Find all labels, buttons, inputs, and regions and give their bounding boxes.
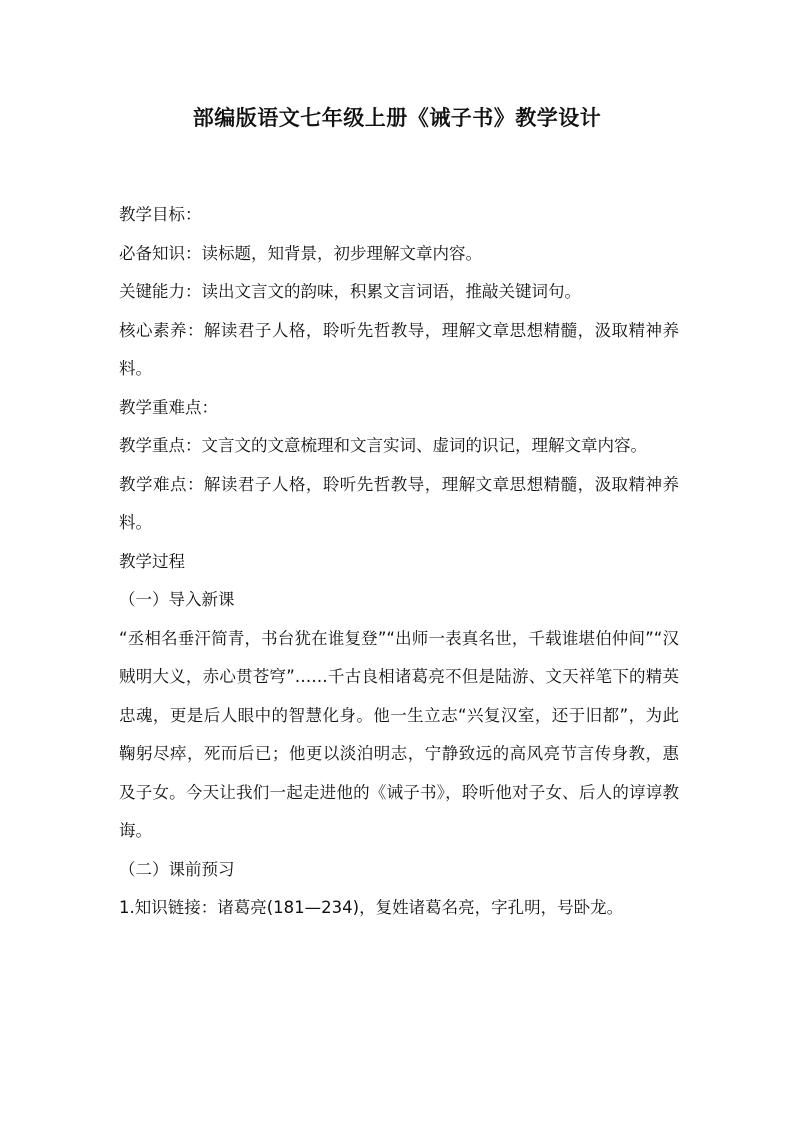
paragraph-teaching-focus: 教学重点：文言文的文意梳理和文言实词、虚词的识记，理解文章内容。: [119, 436, 647, 455]
paragraph-teaching-difficulty: 教学难点：解读君子人格，聆听先哲教导，理解文章思想精髓，汲取精神养料。: [119, 474, 679, 532]
section-heading-preview: （二）课前预习: [119, 859, 235, 879]
paragraph-knowledge-link: 1.知识链接：诸葛亮(181—234)，复姓诸葛名亮，字孔明，号卧龙。: [119, 898, 624, 917]
paragraph-introduction: “丞相名垂汗简青，书台犹在谁复登”“出师一表真名世，千载谁堪伯仲间”“汉贼明大义，赤心贯苍穹”……千古良相诸葛亮不但是陆游、文天祥笔下的精英忠魂，更是后人眼中的智慧化身。他一生立志“兴复汉室，还于旧都”，为此鞠躬尽瘁，死而后已；他更以淡泊明志，宁静致远的高风亮节言传身教，惠及子女。今天让我们一起走进他的《诫子书》，聆听他对子女、后人的谆谆教诲。: [119, 628, 679, 840]
document-title: 部编版语文七年级上册《诫子书》教学设计: [192, 106, 602, 130]
paragraph-essential-knowledge: 必备知识：读标题，知背景，初步理解文章内容。: [119, 243, 482, 263]
heading-key-difficulties: 教学重难点：: [119, 397, 218, 417]
document-body: [119, 196, 679, 928]
heading-teaching-goals: 教学目标：: [119, 205, 202, 224]
paragraph-core-literacy: 核心素养：解读君子人格，聆听先哲教导，理解文章思想精髓，汲取精神养料。: [119, 320, 679, 378]
heading-teaching-process: 教学过程: [119, 551, 185, 571]
section-heading-introduction: （一）导入新课: [119, 590, 235, 609]
paragraph-key-abilities: 关键能力：读出文言文的韵味，积累文言词语，推敲关键词句。: [119, 282, 581, 301]
